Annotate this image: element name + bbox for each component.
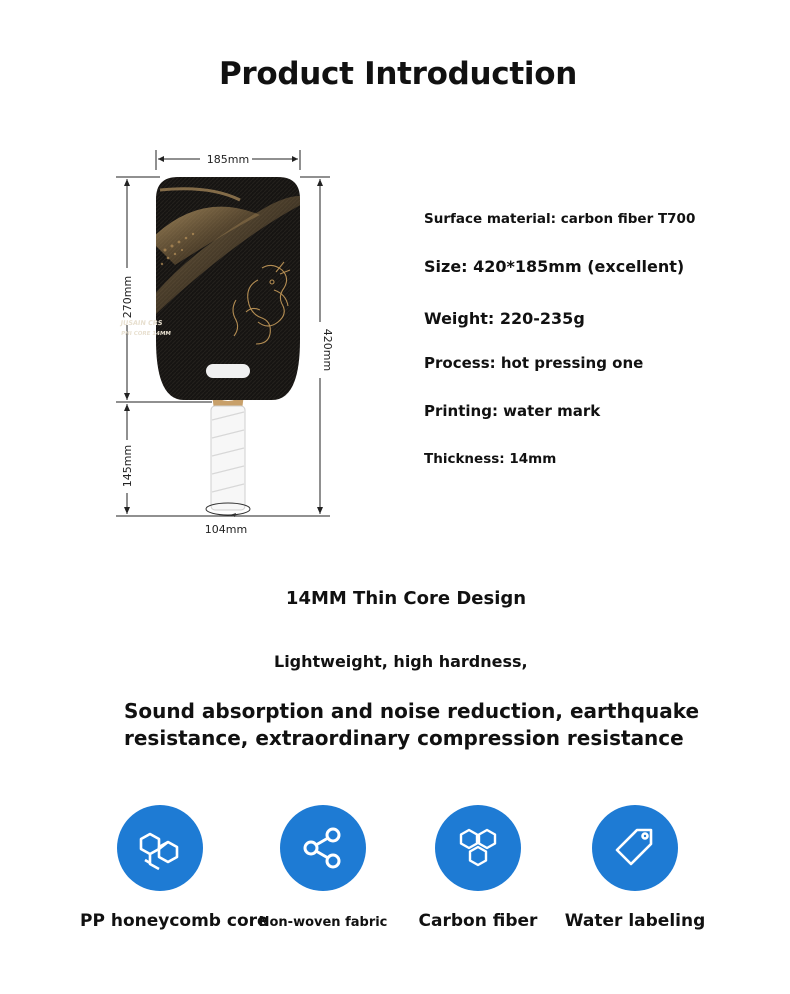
core-description: Sound absorption and noise reduction, earthquake resistance, extraordinary compression resistance xyxy=(124,699,700,750)
spec-process: Process: hot pressing one xyxy=(424,354,644,372)
width-dimension xyxy=(156,150,300,170)
feature-honeycomb-core xyxy=(80,805,269,931)
tag-icon xyxy=(592,805,678,891)
share-nodes-icon xyxy=(280,805,366,891)
width-label: 185mm xyxy=(206,153,250,166)
handle-length-label: 145mm xyxy=(121,444,134,488)
hexagon-cluster-icon xyxy=(435,805,521,891)
total-length-label: 420mm xyxy=(321,328,334,372)
paddle-face xyxy=(119,177,310,400)
spec-weight: Weight: 220-235g xyxy=(424,309,585,328)
feature-label: Water labeling xyxy=(564,911,706,931)
spec-surface-material: Surface material: carbon fiber T700 xyxy=(424,211,696,227)
page-title: Product Introduction xyxy=(218,56,577,92)
core-subtitle: Lightweight, high hardness, xyxy=(274,652,528,671)
total-length-dimension xyxy=(300,177,334,514)
feature-label: Carbon fiber xyxy=(418,911,538,931)
feature-non-woven-fabric xyxy=(243,805,403,930)
spec-thickness: Thickness: 14mm xyxy=(424,451,557,467)
feature-water-labeling xyxy=(555,805,715,931)
face-length-label: 270mm xyxy=(121,275,134,319)
feature-carbon-fiber xyxy=(398,805,558,931)
paddle-core-text: PHI CORE 14MM xyxy=(120,331,172,337)
handle-width-label: 104mm xyxy=(204,523,248,536)
feature-label: PP honeycomb core xyxy=(80,911,269,931)
paddle-handle xyxy=(206,394,250,517)
spec-size: Size: 420*185mm (excellent) xyxy=(424,257,685,276)
honeycomb-icon xyxy=(117,805,203,891)
paddle-brand-text: JUSAIN CRS xyxy=(120,319,164,327)
feature-label: Non-woven fabric xyxy=(258,915,388,930)
spec-printing: Printing: water mark xyxy=(424,402,601,420)
core-design-heading: 14MM Thin Core Design xyxy=(285,588,527,609)
